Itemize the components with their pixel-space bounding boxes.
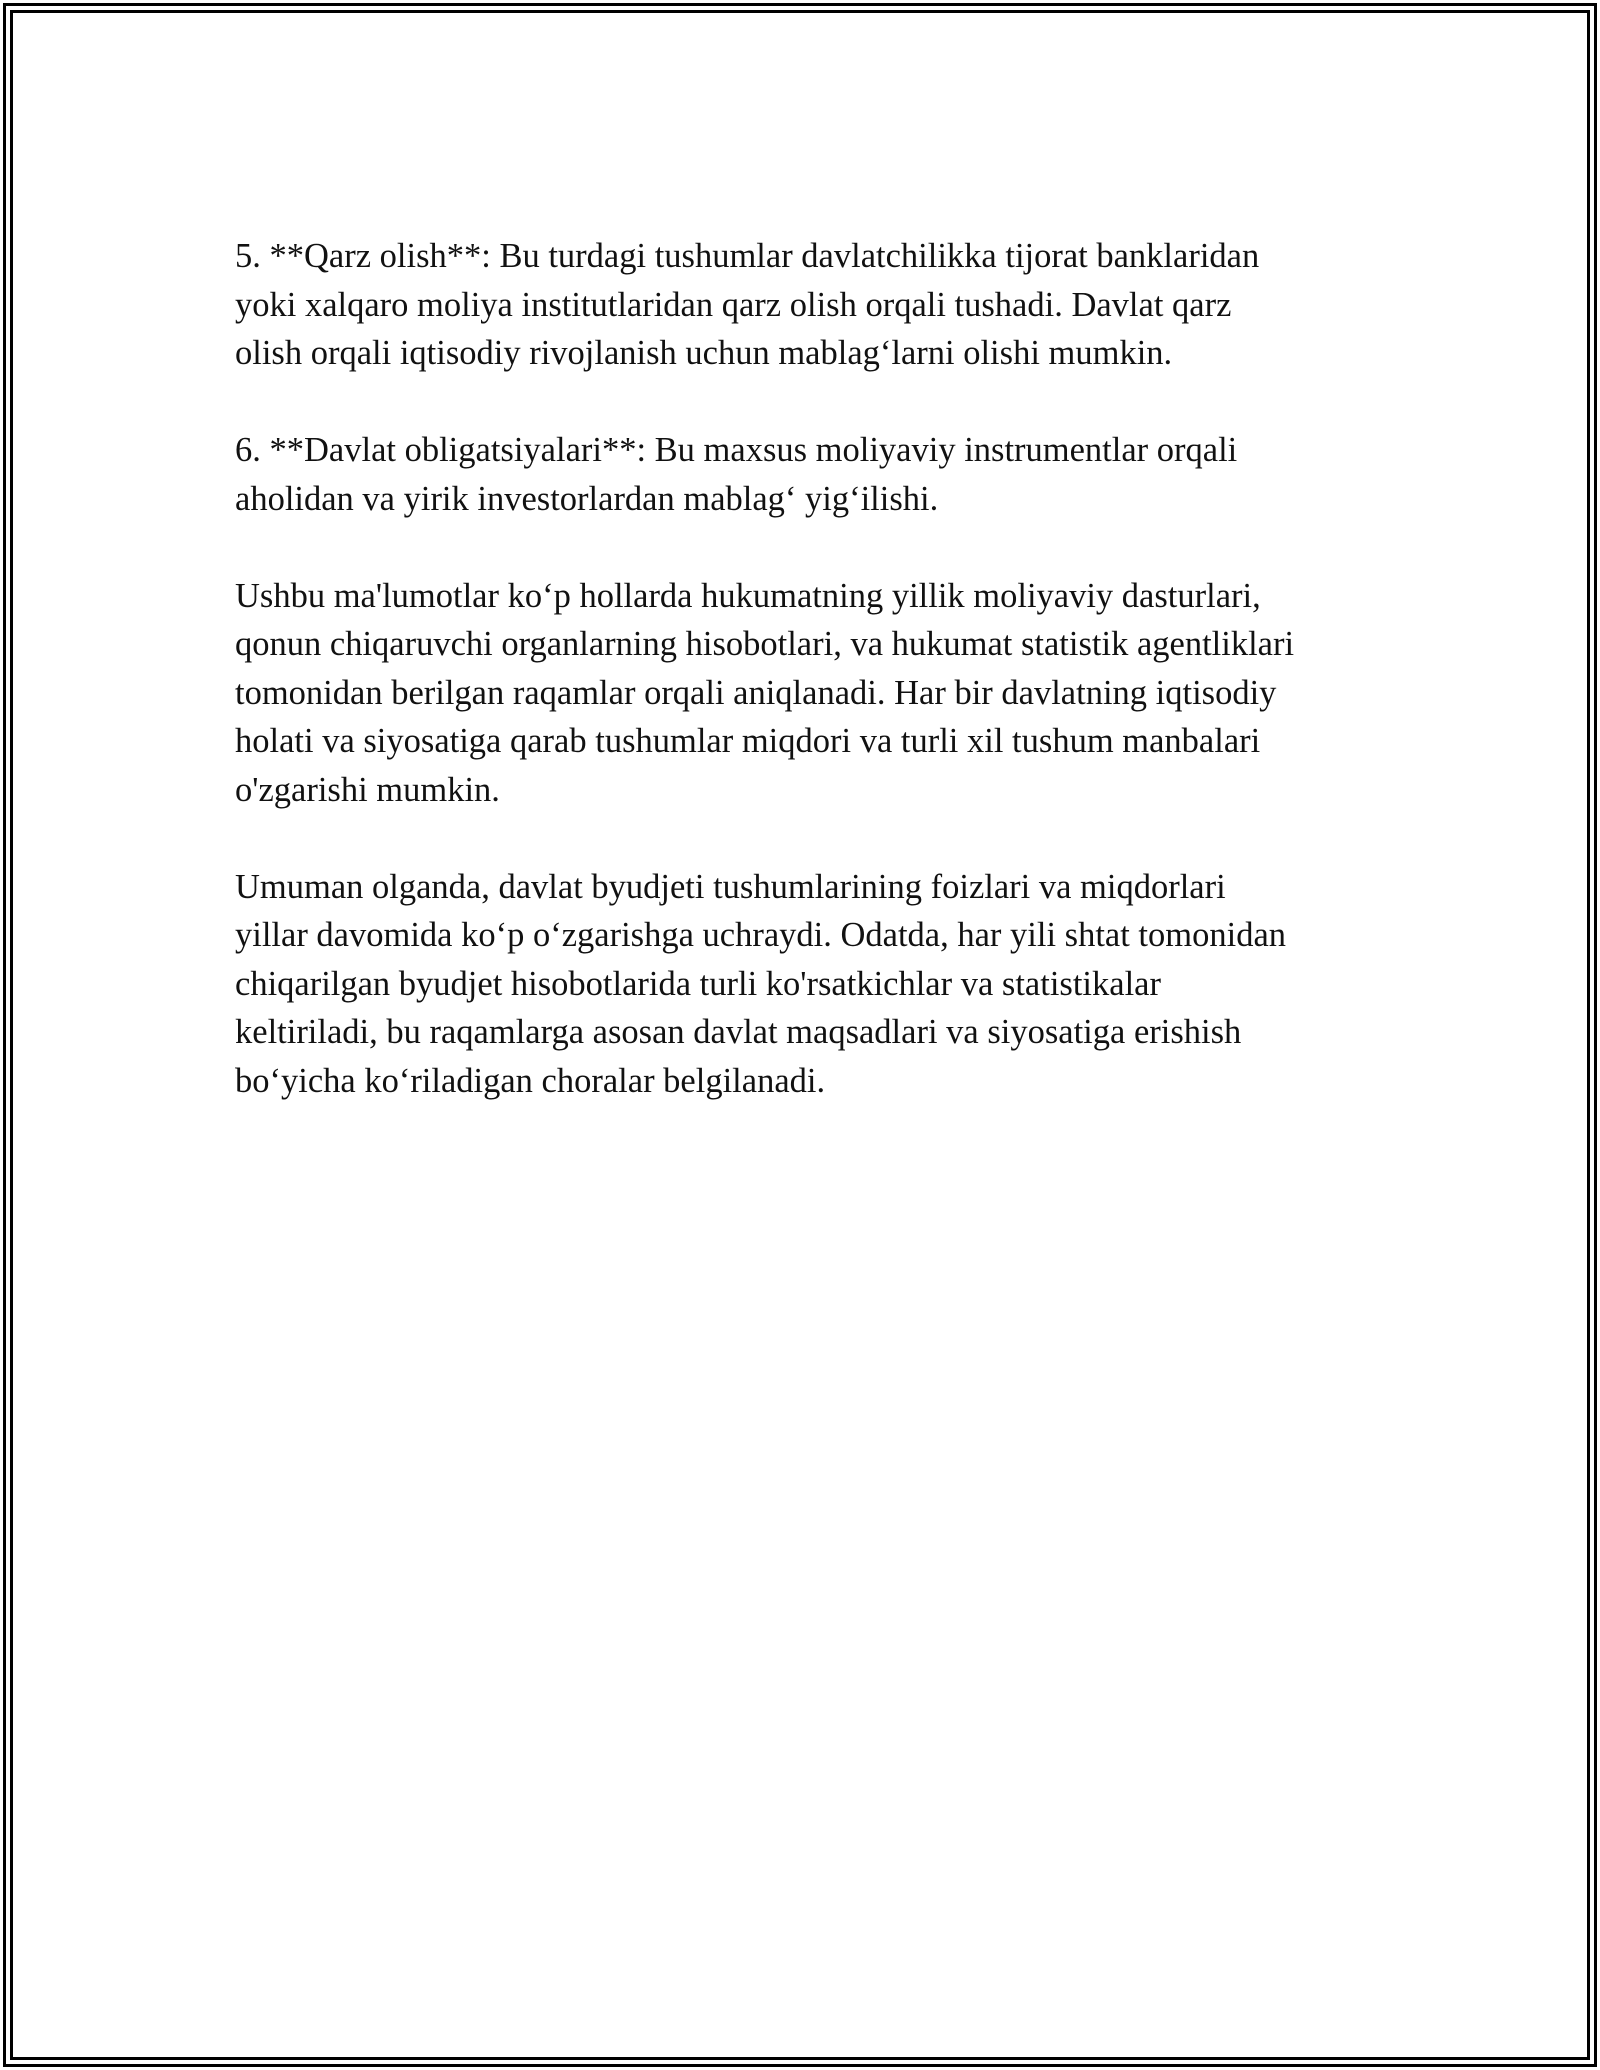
text-line: aholidan va yirik investorlardan mablag‘ yig‘ilishi.	[235, 479, 939, 518]
text-line: qonun chiqaruvchi organlarning hisobotlari, va hukumat statistik agentliklari	[235, 625, 1295, 663]
text-line: o'zgarishi mumkin.	[235, 770, 500, 809]
paragraph-qarz-olish	[235, 232, 1365, 378]
text-line: tomonidan berilgan raqamlar orqali aniqlanadi. Har bir davlatning iqtisodiy	[235, 673, 1277, 712]
text-line: Umuman olganda, davlat byudjeti tushumlarining foizlari va miqdorlari	[235, 867, 1226, 906]
text-line: 5. **Qarz olish**: Bu turdagi tushumlar davlatchilikka tijorat banklaridan	[235, 237, 1260, 275]
text-line: olish orqali iqtisodiy rivojlanish uchun mablag‘larni olishi mumkin.	[235, 334, 1173, 372]
text-line: yillar davomida ko‘p o‘zgarishga uchraydi. Odatda, har yili shtat tomonidan	[235, 916, 1287, 954]
text-line: 6. **Davlat obligatsiyalari**: Bu maxsus moliyaviy instrumentlar orqali	[235, 431, 1238, 469]
paragraph-umuman-olganda	[235, 863, 1365, 1106]
text-line: holati va siyosatiga qarab tushumlar miqdori va turli xil tushum manbalari	[235, 722, 1261, 760]
text-line: Ushbu ma'lumotlar ko‘p hollarda hukumatning yillik moliyaviy dasturlari,	[235, 576, 1261, 615]
text-line: keltiriladi, bu raqamlarga asosan davlat maqsadlari va siyosatiga erishish	[235, 1013, 1242, 1051]
text-line: chiqarilgan byudjet hisobotlarida turli ko'rsatkichlar va statistikalar	[235, 964, 1161, 1003]
paragraph-malumotlar	[235, 572, 1365, 815]
paragraph-davlat-obligatsiyalari	[235, 426, 1365, 523]
text-line: bo‘yicha ko‘riladigan choralar belgilanadi.	[235, 1061, 826, 1100]
document-body	[235, 232, 1365, 1154]
text-line: yoki xalqaro moliya institutlaridan qarz olish orqali tushadi. Davlat qarz	[235, 285, 1232, 324]
